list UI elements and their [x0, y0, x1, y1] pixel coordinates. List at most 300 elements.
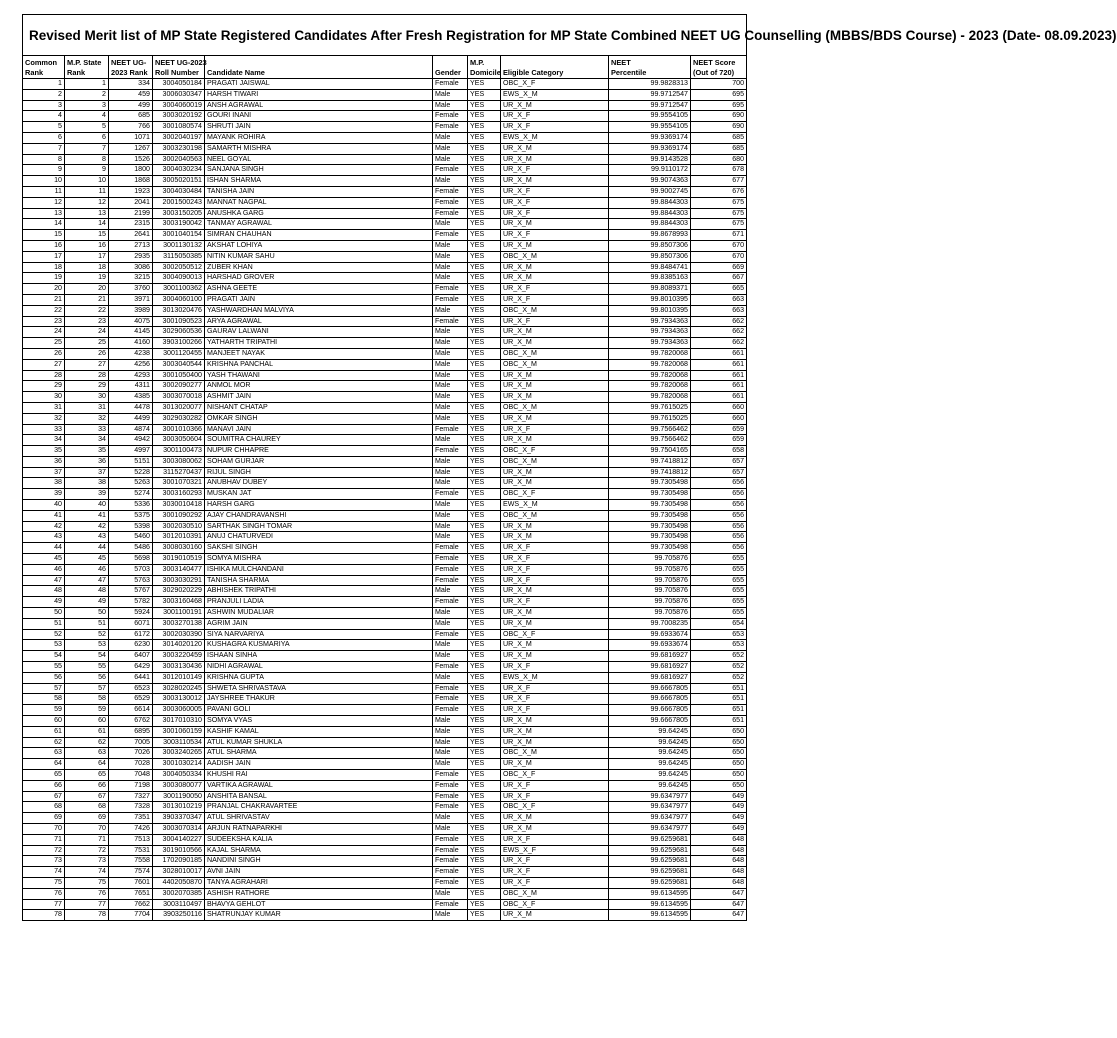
percentile-cell: 99.7615025 — [609, 413, 691, 424]
state-rank-cell: 12 — [65, 197, 109, 208]
score-cell: 675 — [691, 219, 747, 230]
table-row — [23, 564, 747, 575]
score-cell: 655 — [691, 575, 747, 586]
state-rank-cell: 25 — [65, 338, 109, 349]
neet-rank-cell: 5460 — [109, 532, 153, 543]
common-rank-cell: 40 — [23, 500, 65, 511]
score-cell: 648 — [691, 834, 747, 845]
neet-rank-cell: 7351 — [109, 813, 153, 824]
state-rank-cell: 15 — [65, 230, 109, 241]
score-cell: 690 — [691, 111, 747, 122]
gender-cell: Female — [433, 856, 468, 867]
percentile-cell: 99.7615025 — [609, 402, 691, 413]
table-row — [23, 683, 747, 694]
roll-number-cell: 3003050604 — [153, 435, 205, 446]
candidate-name-cell: NANDINI SINGH — [205, 856, 433, 867]
neet-rank-cell: 6441 — [109, 672, 153, 683]
category-cell: UR_X_F — [501, 284, 609, 295]
gender-cell: Male — [433, 608, 468, 619]
gender-cell: Male — [433, 672, 468, 683]
neet-rank-cell: 7426 — [109, 823, 153, 834]
candidate-name-cell: SAKSHI SINGH — [205, 543, 433, 554]
neet-rank-cell: 6407 — [109, 651, 153, 662]
gender-cell: Female — [433, 208, 468, 219]
table-row — [23, 770, 747, 781]
score-cell: 663 — [691, 294, 747, 305]
category-cell: UR_X_M — [501, 521, 609, 532]
table-row — [23, 726, 747, 737]
category-cell: UR_X_M — [501, 651, 609, 662]
neet-rank-cell: 6230 — [109, 640, 153, 651]
neet-rank-cell: 5274 — [109, 489, 153, 500]
state-rank-cell: 32 — [65, 413, 109, 424]
roll-number-cell: 3003040544 — [153, 359, 205, 370]
neet-rank-cell: 7513 — [109, 834, 153, 845]
neet-rank-cell: 4499 — [109, 413, 153, 424]
roll-number-cell: 3001100362 — [153, 284, 205, 295]
neet-rank-cell: 1526 — [109, 154, 153, 165]
domicile-cell: YES — [468, 737, 501, 748]
common-rank-cell: 7 — [23, 143, 65, 154]
candidate-name-cell: KRISHNA PANCHAL — [205, 359, 433, 370]
gender-cell: Male — [433, 154, 468, 165]
state-rank-cell: 7 — [65, 143, 109, 154]
roll-number-cell: 3003020192 — [153, 111, 205, 122]
state-rank-cell: 38 — [65, 478, 109, 489]
state-rank-cell: 61 — [65, 726, 109, 737]
domicile-cell: YES — [468, 910, 501, 921]
roll-number-cell: 3029060536 — [153, 327, 205, 338]
title-row — [23, 15, 747, 56]
percentile-cell: 99.6259681 — [609, 856, 691, 867]
candidate-name-cell: PAVANI GOLI — [205, 705, 433, 716]
table-row — [23, 899, 747, 910]
candidate-name-cell: MANJEET NAYAK — [205, 348, 433, 359]
common-rank-cell: 66 — [23, 780, 65, 791]
state-rank-cell: 58 — [65, 694, 109, 705]
common-rank-cell: 45 — [23, 554, 65, 565]
percentile-cell: 99.6816927 — [609, 662, 691, 673]
candidate-name-cell: ASHWIN MUDALIAR — [205, 608, 433, 619]
percentile-cell: 99.9110172 — [609, 165, 691, 176]
gender-cell: Female — [433, 230, 468, 241]
table-row — [23, 478, 747, 489]
score-cell: 647 — [691, 910, 747, 921]
state-rank-cell: 6 — [65, 132, 109, 143]
neet-rank-cell: 5228 — [109, 467, 153, 478]
common-rank-cell: 17 — [23, 251, 65, 262]
percentile-cell: 99.64245 — [609, 737, 691, 748]
candidate-name-cell: ISHAAN SINHA — [205, 651, 433, 662]
domicile-cell: YES — [468, 327, 501, 338]
roll-number-cell: 3001100191 — [153, 608, 205, 619]
neet-rank-cell: 7026 — [109, 748, 153, 759]
category-cell: UR_X_M — [501, 100, 609, 111]
state-rank-cell: 13 — [65, 208, 109, 219]
table-row — [23, 240, 747, 251]
percentile-cell: 99.6347977 — [609, 813, 691, 824]
gender-cell: Male — [433, 338, 468, 349]
candidate-name-cell: SOMYA MISHRA — [205, 554, 433, 565]
category-cell: OBC_X_M — [501, 888, 609, 899]
state-rank-cell: 43 — [65, 532, 109, 543]
table-row — [23, 348, 747, 359]
common-rank-cell: 13 — [23, 208, 65, 219]
candidate-name-cell: KAJAL SHARMA — [205, 845, 433, 856]
candidate-name-cell: KHUSHI RAI — [205, 770, 433, 781]
common-rank-cell: 65 — [23, 770, 65, 781]
table-row — [23, 705, 747, 716]
table-row — [23, 716, 747, 727]
roll-number-cell: 3004140227 — [153, 834, 205, 845]
roll-number-cell: 3001120455 — [153, 348, 205, 359]
roll-number-cell: 3004030234 — [153, 165, 205, 176]
common-rank-cell: 36 — [23, 456, 65, 467]
table-row — [23, 791, 747, 802]
score-cell: 648 — [691, 845, 747, 856]
table-row — [23, 100, 747, 111]
domicile-cell: YES — [468, 251, 501, 262]
gender-cell: Male — [433, 716, 468, 727]
gender-cell: Female — [433, 770, 468, 781]
state-rank-cell: 39 — [65, 489, 109, 500]
gender-cell: Male — [433, 413, 468, 424]
neet-rank-cell: 4256 — [109, 359, 153, 370]
common-rank-cell: 50 — [23, 608, 65, 619]
percentile-cell: 99.9828313 — [609, 79, 691, 90]
table-row — [23, 608, 747, 619]
state-rank-cell: 20 — [65, 284, 109, 295]
score-cell: 676 — [691, 186, 747, 197]
percentile-cell: 99.6134595 — [609, 888, 691, 899]
percentile-cell: 99.6347977 — [609, 823, 691, 834]
state-rank-cell: 64 — [65, 759, 109, 770]
percentile-cell: 99.7305498 — [609, 532, 691, 543]
candidate-name-cell: NIDHI AGRAWAL — [205, 662, 433, 673]
percentile-cell: 99.6816927 — [609, 651, 691, 662]
domicile-cell: YES — [468, 489, 501, 500]
roll-number-cell: 3003220459 — [153, 651, 205, 662]
header-line: Candidate Name — [207, 67, 265, 77]
category-cell: UR_X_F — [501, 111, 609, 122]
domicile-cell: YES — [468, 154, 501, 165]
percentile-cell: 99.7418812 — [609, 456, 691, 467]
gender-cell: Female — [433, 802, 468, 813]
score-cell: 695 — [691, 89, 747, 100]
neet-rank-cell: 5782 — [109, 597, 153, 608]
score-cell: 649 — [691, 791, 747, 802]
domicile-cell: YES — [468, 338, 501, 349]
category-cell: UR_X_F — [501, 877, 609, 888]
gender-cell: Female — [433, 111, 468, 122]
common-rank-cell: 59 — [23, 705, 65, 716]
category-cell: EWS_X_M — [501, 89, 609, 100]
score-cell: 675 — [691, 208, 747, 219]
table-row — [23, 802, 747, 813]
score-cell: 659 — [691, 424, 747, 435]
gender-cell: Female — [433, 316, 468, 327]
candidate-name-cell: MANAVI JAIN — [205, 424, 433, 435]
category-cell: UR_X_M — [501, 716, 609, 727]
candidate-name-cell: AJAY CHANDRAVANSHI — [205, 510, 433, 521]
neet-rank-cell: 334 — [109, 79, 153, 90]
gender-cell: Male — [433, 748, 468, 759]
domicile-cell: YES — [468, 100, 501, 111]
domicile-cell: YES — [468, 694, 501, 705]
common-rank-cell: 6 — [23, 132, 65, 143]
gender-cell: Male — [433, 176, 468, 187]
percentile-cell: 99.6134595 — [609, 910, 691, 921]
candidate-name-cell: SOMYA VYAS — [205, 716, 433, 727]
common-rank-cell: 2 — [23, 89, 65, 100]
roll-number-cell: 3003080062 — [153, 456, 205, 467]
domicile-cell: YES — [468, 586, 501, 597]
candidate-name-cell: TANMAY AGRAWAL — [205, 219, 433, 230]
common-rank-cell: 32 — [23, 413, 65, 424]
roll-number-cell: 3002070385 — [153, 888, 205, 899]
candidate-name-cell: KRISHNA GUPTA — [205, 672, 433, 683]
domicile-cell: YES — [468, 899, 501, 910]
candidate-name-cell: ATUL KUMAR SHUKLA — [205, 737, 433, 748]
neet-rank-cell: 5263 — [109, 478, 153, 489]
roll-number-cell: 3001090523 — [153, 316, 205, 327]
neet-rank-cell: 1267 — [109, 143, 153, 154]
gender-cell: Male — [433, 910, 468, 921]
category-cell: OBC_X_M — [501, 348, 609, 359]
neet-rank-cell: 7531 — [109, 845, 153, 856]
header-line: Percentile — [611, 67, 647, 77]
table-row — [23, 489, 747, 500]
score-cell: 667 — [691, 273, 747, 284]
score-cell: 662 — [691, 327, 747, 338]
common-rank-cell: 69 — [23, 813, 65, 824]
candidate-name-cell: ANUJ CHATURVEDI — [205, 532, 433, 543]
gender-cell: Female — [433, 629, 468, 640]
common-rank-cell: 11 — [23, 186, 65, 197]
common-rank-cell: 51 — [23, 618, 65, 629]
category-cell: UR_X_F — [501, 662, 609, 673]
state-rank-cell: 23 — [65, 316, 109, 327]
neet-rank-cell: 4385 — [109, 392, 153, 403]
state-rank-cell: 9 — [65, 165, 109, 176]
common-rank-cell: 15 — [23, 230, 65, 241]
percentile-cell: 99.705876 — [609, 575, 691, 586]
percentile-cell: 99.7934363 — [609, 327, 691, 338]
table-row — [23, 79, 747, 90]
category-cell: EWS_X_M — [501, 672, 609, 683]
percentile-cell: 99.705876 — [609, 554, 691, 565]
roll-number-cell: 3029020229 — [153, 586, 205, 597]
domicile-cell: YES — [468, 359, 501, 370]
gender-cell: Female — [433, 780, 468, 791]
neet-rank-cell: 5924 — [109, 608, 153, 619]
neet-rank-cell: 2935 — [109, 251, 153, 262]
roll-number-cell: 3006030347 — [153, 89, 205, 100]
state-rank-cell: 76 — [65, 888, 109, 899]
score-cell: 671 — [691, 230, 747, 241]
gender-cell: Female — [433, 294, 468, 305]
category-cell: UR_X_F — [501, 575, 609, 586]
roll-number-cell: 3001010366 — [153, 424, 205, 435]
category-cell: UR_X_F — [501, 543, 609, 554]
table-row — [23, 413, 747, 424]
percentile-cell: 99.6134595 — [609, 899, 691, 910]
candidate-name-cell: ANUBHAV DUBEY — [205, 478, 433, 489]
gender-cell: Male — [433, 478, 468, 489]
common-rank-cell: 20 — [23, 284, 65, 295]
category-cell: UR_X_F — [501, 424, 609, 435]
candidate-name-cell: GAURAV LALWANI — [205, 327, 433, 338]
domicile-cell: YES — [468, 748, 501, 759]
roll-number-cell: 3004060100 — [153, 294, 205, 305]
roll-number-cell: 3001080574 — [153, 122, 205, 133]
category-cell: UR_X_M — [501, 154, 609, 165]
roll-number-cell: 3003190042 — [153, 219, 205, 230]
domicile-cell: YES — [468, 197, 501, 208]
common-rank-cell: 48 — [23, 586, 65, 597]
table-row — [23, 143, 747, 154]
roll-number-cell: 3003150205 — [153, 208, 205, 219]
gender-cell: Male — [433, 532, 468, 543]
table-row — [23, 273, 747, 284]
state-rank-cell: 14 — [65, 219, 109, 230]
neet-rank-cell: 3760 — [109, 284, 153, 295]
state-rank-cell: 33 — [65, 424, 109, 435]
state-rank-header — [65, 56, 109, 79]
domicile-cell: YES — [468, 608, 501, 619]
domicile-cell: YES — [468, 629, 501, 640]
roll-number-cell: 3004060019 — [153, 100, 205, 111]
gender-cell: Male — [433, 251, 468, 262]
neet-rank-cell: 685 — [109, 111, 153, 122]
gender-cell: Male — [433, 305, 468, 316]
category-cell: OBC_X_F — [501, 79, 609, 90]
domicile-cell: YES — [468, 446, 501, 457]
roll-number-cell: 3003130436 — [153, 662, 205, 673]
state-rank-cell: 26 — [65, 348, 109, 359]
state-rank-cell: 73 — [65, 856, 109, 867]
state-rank-cell: 57 — [65, 683, 109, 694]
candidate-name-cell: ASHISH RATHORE — [205, 888, 433, 899]
neet-rank-cell: 7327 — [109, 791, 153, 802]
table-body — [23, 79, 747, 921]
roll-number-cell: 3002040197 — [153, 132, 205, 143]
gender-cell: Male — [433, 521, 468, 532]
table-row — [23, 672, 747, 683]
neet-rank-cell: 7601 — [109, 877, 153, 888]
domicile-cell: YES — [468, 262, 501, 273]
state-rank-cell: 59 — [65, 705, 109, 716]
gender-cell: Female — [433, 705, 468, 716]
common-rank-cell: 27 — [23, 359, 65, 370]
score-cell: 661 — [691, 392, 747, 403]
category-cell: UR_X_M — [501, 435, 609, 446]
common-rank-cell: 14 — [23, 219, 65, 230]
category-cell: OBC_X_M — [501, 402, 609, 413]
category-cell: OBC_X_F — [501, 802, 609, 813]
common-rank-cell: 68 — [23, 802, 65, 813]
score-cell: 685 — [691, 143, 747, 154]
score-cell: 657 — [691, 467, 747, 478]
domicile-cell: YES — [468, 521, 501, 532]
state-rank-cell: 51 — [65, 618, 109, 629]
percentile-cell: 99.8089371 — [609, 284, 691, 295]
merit-list-document — [22, 14, 1117, 921]
gender-cell: Female — [433, 791, 468, 802]
candidate-name-cell: GOURI INANI — [205, 111, 433, 122]
roll-number-cell: 3019010519 — [153, 554, 205, 565]
score-cell: 669 — [691, 262, 747, 273]
table-row — [23, 618, 747, 629]
state-rank-cell: 22 — [65, 305, 109, 316]
domicile-cell: YES — [468, 284, 501, 295]
percentile-cell: 99.6259681 — [609, 877, 691, 888]
state-rank-cell: 18 — [65, 262, 109, 273]
roll-number-cell: 3002090277 — [153, 381, 205, 392]
table-row — [23, 338, 747, 349]
category-cell: EWS_X_M — [501, 132, 609, 143]
state-rank-cell: 68 — [65, 802, 109, 813]
gender-cell: Female — [433, 79, 468, 90]
candidate-name-cell: AKSHAT LOHIYA — [205, 240, 433, 251]
roll-number-cell: 3001050400 — [153, 370, 205, 381]
candidate-name-cell: HARSH GARG — [205, 500, 433, 511]
gender-cell: Female — [433, 543, 468, 554]
state-rank-cell: 21 — [65, 294, 109, 305]
header-line: M.P. State — [67, 58, 102, 67]
score-cell: 685 — [691, 132, 747, 143]
roll-number-cell: 3004090013 — [153, 273, 205, 284]
score-cell: 657 — [691, 456, 747, 467]
table-row — [23, 500, 747, 511]
neet-rank-cell: 6895 — [109, 726, 153, 737]
roll-number-cell: 3003030291 — [153, 575, 205, 586]
score-cell: 648 — [691, 877, 747, 888]
common-rank-cell: 12 — [23, 197, 65, 208]
neet-rank-cell: 7028 — [109, 759, 153, 770]
table-row — [23, 424, 747, 435]
category-cell: UR_X_M — [501, 381, 609, 392]
percentile-cell: 99.7820068 — [609, 370, 691, 381]
table-row — [23, 230, 747, 241]
roll-number-cell: 3028020245 — [153, 683, 205, 694]
header-line: Domicile — [470, 67, 501, 77]
common-rank-cell: 1 — [23, 79, 65, 90]
table-row — [23, 597, 747, 608]
header-line: 2023 Rank — [111, 67, 148, 77]
gender-cell: Male — [433, 510, 468, 521]
candidate-name-cell: MANNAT NAGPAL — [205, 197, 433, 208]
common-rank-cell: 54 — [23, 651, 65, 662]
gender-cell: Male — [433, 327, 468, 338]
domicile-cell: YES — [468, 823, 501, 834]
common-rank-cell: 25 — [23, 338, 65, 349]
roll-number-cell: 3002030390 — [153, 629, 205, 640]
candidate-name-cell: MAYANK ROHIRA — [205, 132, 433, 143]
gender-cell: Male — [433, 456, 468, 467]
neet-rank-cell: 3215 — [109, 273, 153, 284]
percentile-cell: 99.7008235 — [609, 618, 691, 629]
category-cell: UR_X_M — [501, 532, 609, 543]
domicile-cell: YES — [468, 392, 501, 403]
table-row — [23, 629, 747, 640]
state-rank-cell: 62 — [65, 737, 109, 748]
domicile-cell: YES — [468, 402, 501, 413]
percentile-cell: 99.6347977 — [609, 802, 691, 813]
common-rank-cell: 64 — [23, 759, 65, 770]
state-rank-cell: 28 — [65, 370, 109, 381]
category-cell: UR_X_F — [501, 564, 609, 575]
